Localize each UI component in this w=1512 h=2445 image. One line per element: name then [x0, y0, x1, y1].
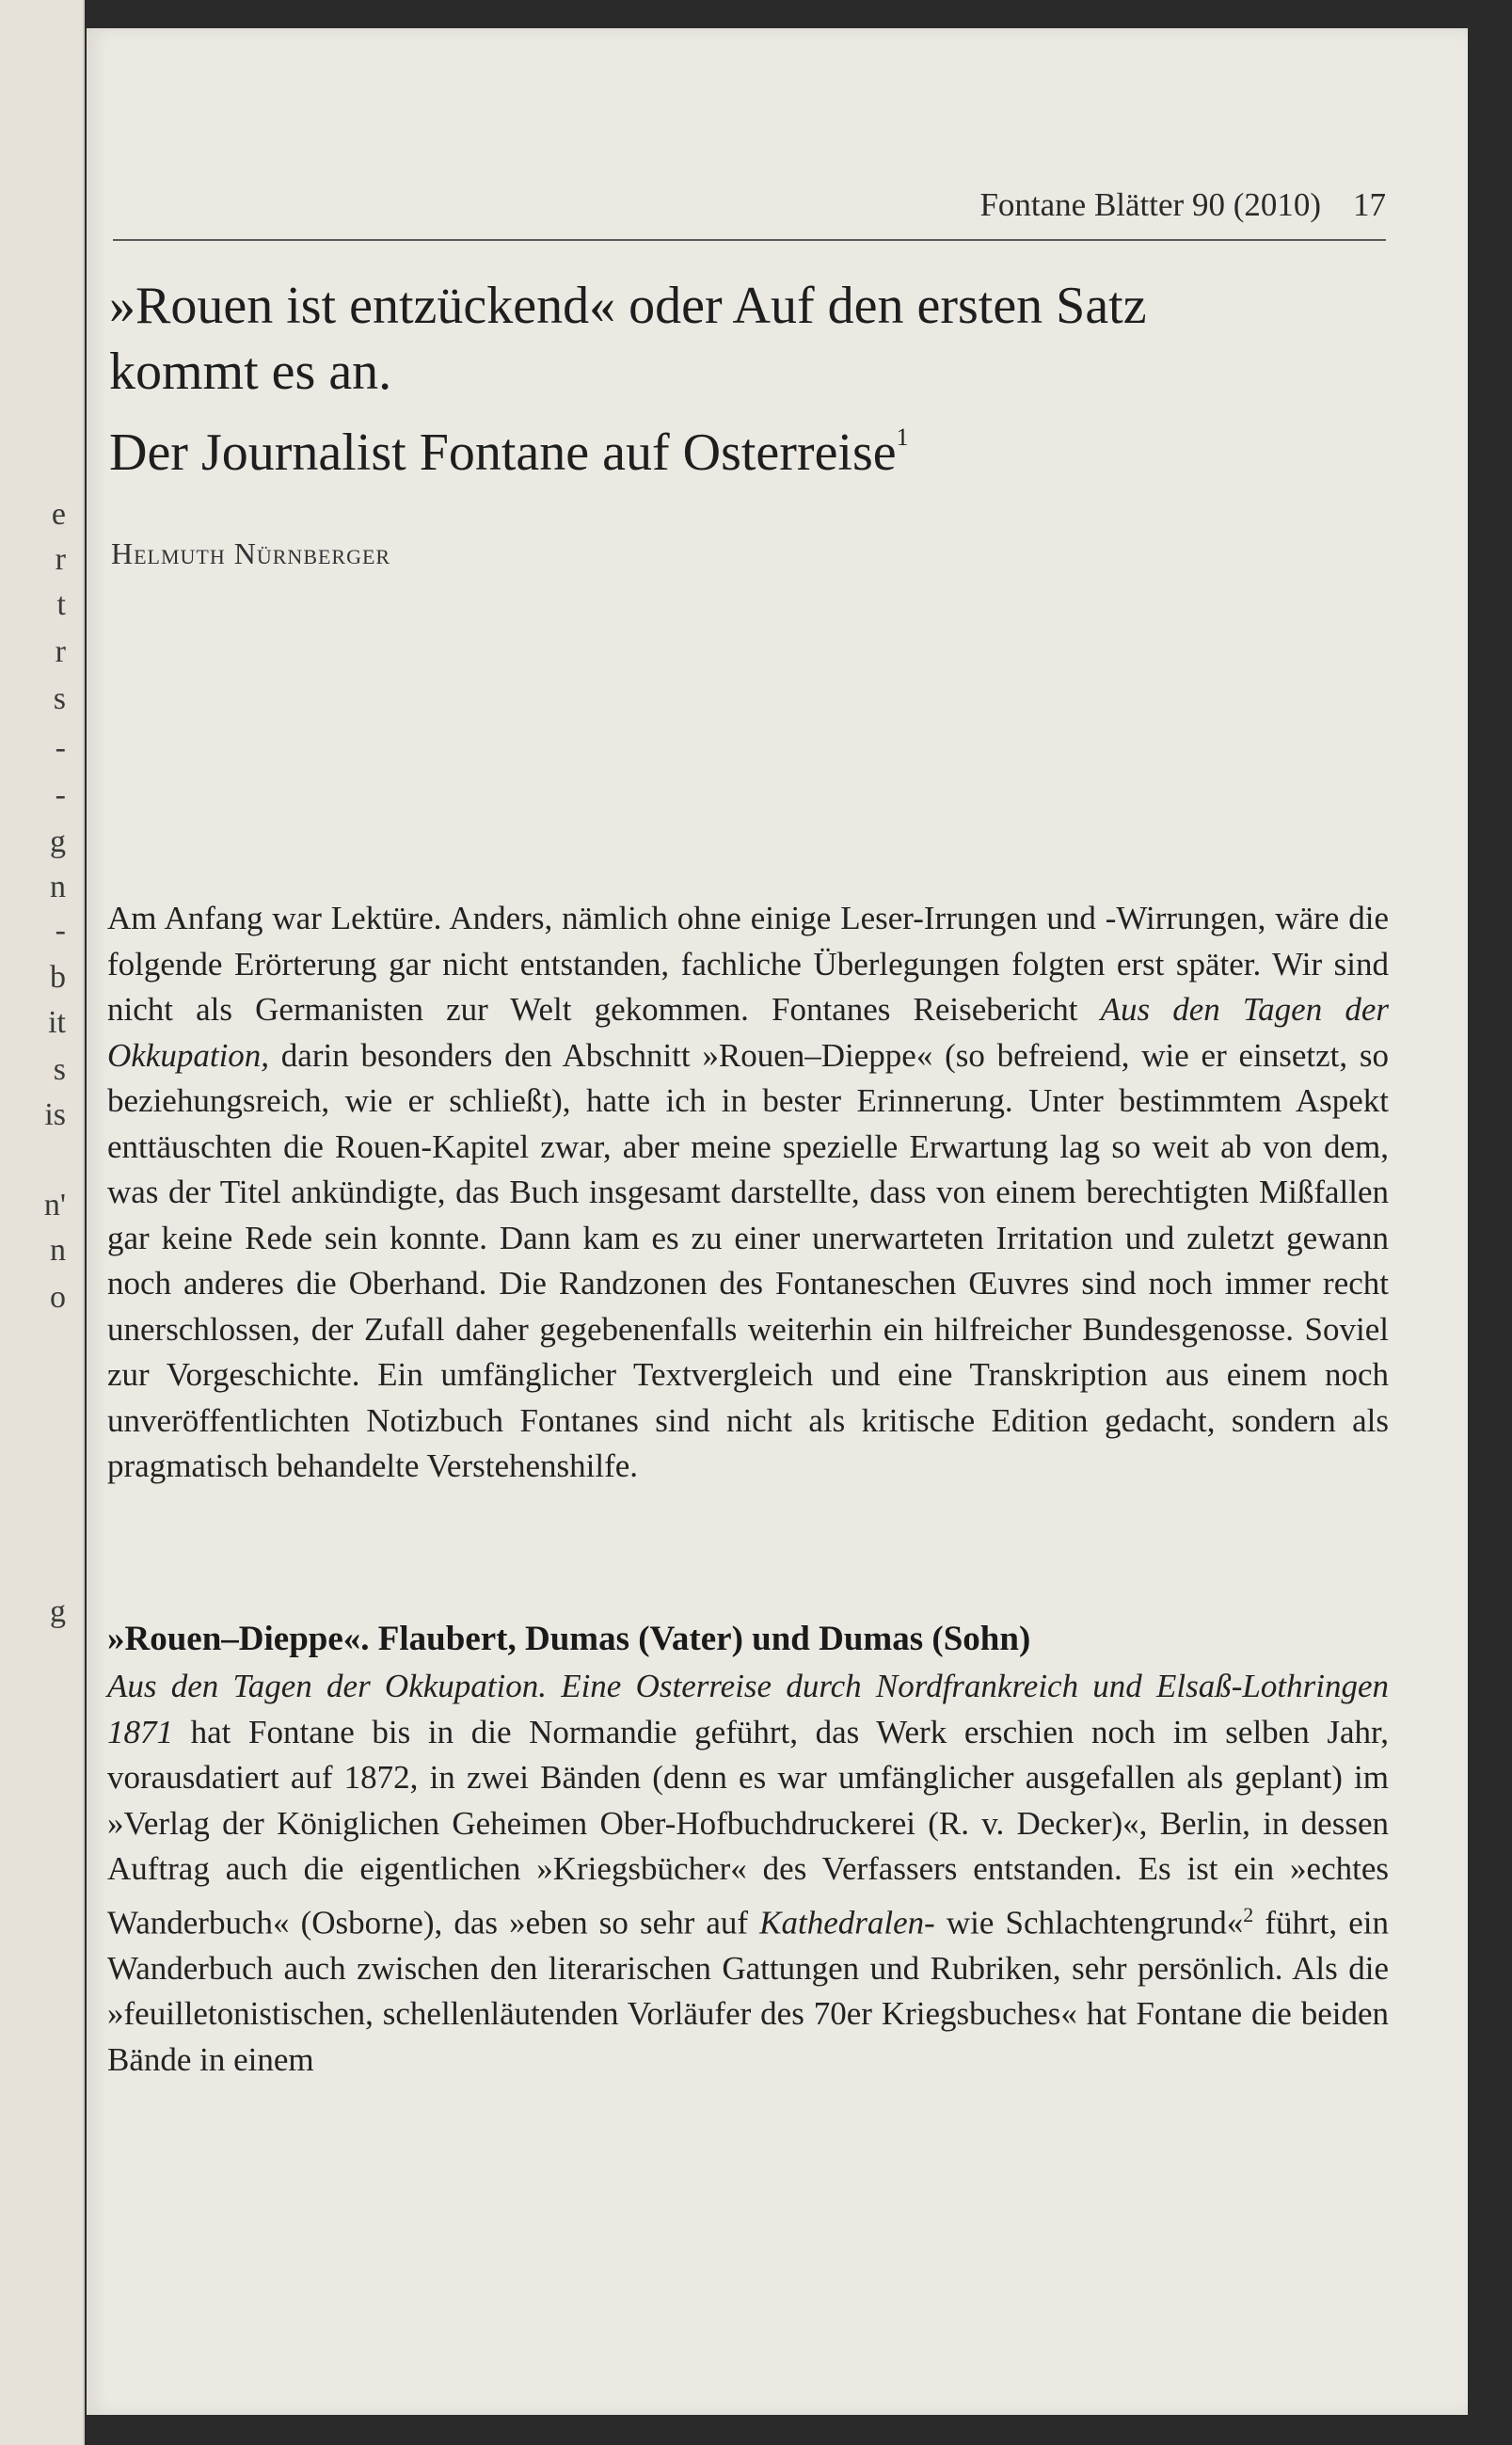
running-header: [113, 186, 1386, 241]
fragment: n': [43, 1188, 66, 1222]
adjacent-page-edge: [0, 0, 85, 2445]
intro-text-2: darin besonders den Abschnitt »Rouen–Dieppe« (so befreiend, wie er einsetzt, so beziehungsreich, wie er schließt), hatte ich in bester Erinnerung. Unter bestimmtem Aspekt enttäuschten die Rouen-Kapitel zwar, aber meine spezielle Erwartung lag so weit ab von dem, was der Titel ankündigte, das Buch insgesamt darstellte, dass von einem berechtigten Mißfallen gar keine Rede sein konnte. Dann kam es zu einer unerwarteten Irritation und zuletzt gewann noch anderes die Oberhand. Die Randzonen des Fontaneschen Œuvres sind noch immer recht unerschlossen, der Zufall daher gegebenenfalls weiterhin ein hilfreicher Bundesgenosse. Soviel zur Vorgeschichte. Ein umfänglicher Textvergleich und eine Transkription aus einem noch unveröffentlichten Notizbuch Fontanes sind nicht als kritische Edition gedacht, sondern als pragmatisch behandelte Verstehenshilfe.: [107, 1036, 1389, 1484]
section-paragraph: [107, 1664, 1389, 2083]
fragment: n: [50, 1233, 66, 1268]
fragment: -: [55, 777, 66, 812]
author-name: Helmuth Nürnberger: [111, 536, 391, 570]
fragment: it: [48, 1005, 66, 1040]
fragment: n: [50, 870, 66, 904]
journal-title: Fontane Blätter 90 (2010): [979, 186, 1321, 223]
fragment: s: [53, 681, 66, 716]
fragment: e: [51, 497, 66, 532]
document-page: [87, 28, 1468, 2415]
fragment: -: [55, 730, 66, 765]
fragment: b: [50, 960, 66, 995]
header-text: [979, 186, 1386, 224]
section-text-1: hat Fontane bis in die Normandie geführt, das Werk erschien noch im selben Jahr, vorausdatiert auf 1872, in zwei Bänden (denn es war umfänglicher ausgefallen als geplant) im »Verlag der Königlichen Geheimen Ober-Hofbuchdruckerei (R. v. Decker)«, Berlin, in dessen Auftrag auch die eigentlichen »Kriegsbücher« des Verfassers entstanden. Es ist ein »echtes Wanderbuch« (Osborne), das »eben so sehr auf: [107, 1713, 1389, 1942]
footnote-marker: 2: [1243, 1902, 1254, 1926]
title-line-2: kommt es an.: [109, 343, 392, 401]
fragment: is: [44, 1097, 66, 1132]
book-title-italic: Aus den Tagen der Okkupation. Eine Osterreise durch Nordfrankreich und Elsaß-Lothringen 1871: [107, 1668, 1389, 1750]
fragment: s: [53, 1052, 66, 1087]
fragment: g: [50, 1594, 66, 1629]
article-title: [109, 273, 1389, 486]
fragment: -: [55, 913, 66, 948]
section-text-2: wie Schlachtengrund«: [934, 1904, 1244, 1942]
fragment: g: [50, 824, 66, 859]
page-number: 17: [1353, 186, 1386, 223]
section-heading: »Rouen–Dieppe«. Flaubert, Dumas (Vater) und Dumas (Sohn): [107, 1620, 1031, 1658]
fragment: r: [55, 542, 66, 577]
intro-paragraph: [107, 896, 1389, 1490]
footnote-marker: 1: [896, 423, 909, 451]
section-text-3: führt, ein Wanderbuch auch zwischen den literarischen Gattungen und Rubriken, sehr persönlich. Als die »feuilletonistischen, schellenläutenden Vorläufer des 70er Kriegsbuches« hat Fontane die beiden Bände in einem: [107, 1904, 1390, 2078]
book-title-italic: Aus den Tagen der Okkupation,: [107, 991, 1390, 1074]
fragment: t: [56, 587, 66, 622]
quote-italic: Kathedralen-: [759, 1904, 935, 1942]
title-line-3: Der Journalist Fontane auf Osterreise: [109, 423, 897, 482]
title-line-1: »Rouen ist entzückend« oder Auf den ersten Satz: [109, 277, 1147, 335]
fragment: o: [50, 1280, 66, 1315]
fragment: r: [55, 634, 66, 669]
intro-text-1: Am Anfang war Lektüre. Anders, nämlich ohne einige Leser-Irrungen und -Wirrungen, wäre die folgende Erörterung gar nicht entstanden, fachliche Überlegungen folgten erst später. Wir sind nicht als Germanisten zur Welt gekommen. Fontanes Reisebericht: [107, 900, 1389, 1028]
